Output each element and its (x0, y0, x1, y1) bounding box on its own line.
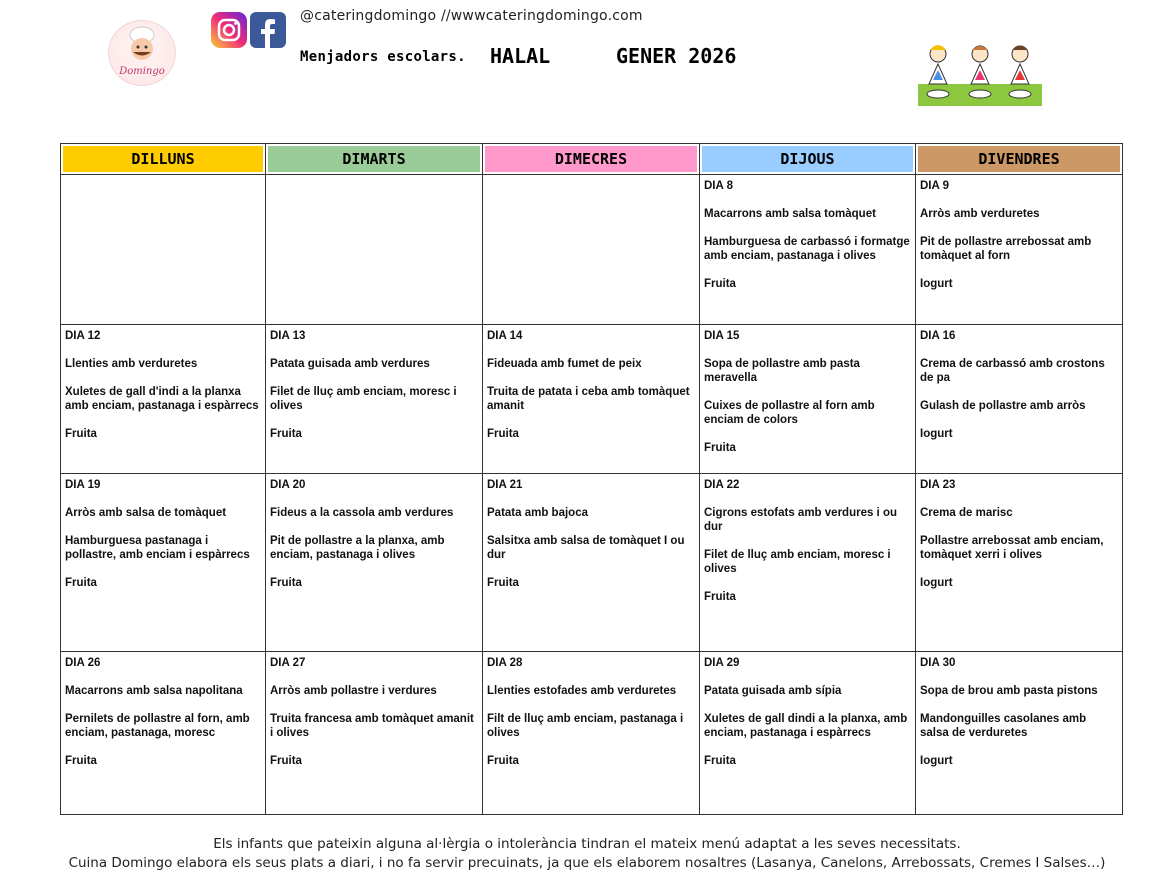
day-number: DIA 15 (704, 330, 740, 342)
dessert: Fruita (704, 755, 736, 767)
second-course: Truita francesa amb tomàquet amanit i olives (270, 713, 474, 739)
day-number: DIA 13 (270, 330, 306, 342)
second-course: Hamburguesa de carbassó i formatge amb enciam, pastanaga i olives (704, 236, 910, 262)
day-number: DIA 30 (920, 657, 956, 669)
dessert: Fruita (487, 428, 519, 440)
second-course: Cuixes de pollastre al forn amb enciam de colors (704, 400, 875, 426)
day-cell (61, 175, 266, 325)
first-course: Fideuada amb fumet de peix (487, 358, 642, 370)
day-number: DIA 19 (65, 479, 101, 491)
first-course: Crema de marisc (920, 507, 1013, 519)
weekday-header-row (61, 144, 1123, 175)
weekday-header: DIMARTS (266, 144, 483, 175)
second-course: Pit de pollastre arrebossat amb tomàquet al forn (920, 236, 1092, 262)
day-number: DIA 14 (487, 330, 523, 342)
day-number: DIA 28 (487, 657, 523, 669)
first-course: Fideus a la cassola amb verdures (270, 507, 454, 519)
second-course: Gulash de pollastre amb arròs (920, 400, 1086, 412)
dessert: Fruita (270, 755, 302, 767)
menu-table (60, 143, 1123, 815)
first-course: Cigrons estofats amb verdures i ou dur (704, 507, 897, 533)
dessert: Fruita (65, 755, 97, 767)
day-cell (61, 325, 266, 474)
second-course: Xuletes de gall d'indi a la planxa amb enciam, pastanaga i espàrrecs (65, 386, 259, 412)
day-number: DIA 21 (487, 479, 523, 491)
weekday-header: DIVENDRES (916, 144, 1123, 175)
second-course: Filt de lluç amb enciam, pastanaga i olives (487, 713, 684, 739)
facebook-icon[interactable] (250, 12, 286, 48)
day-cell (700, 175, 916, 325)
day-number: DIA 23 (920, 479, 956, 491)
dessert: Fruita (270, 428, 302, 440)
second-course: Truita de patata i ceba amb tomàquet amanit (487, 386, 690, 412)
second-course: Filet de lluç amb enciam, moresc i olives (270, 386, 457, 412)
first-course: Arròs amb verduretes (920, 208, 1040, 220)
dessert: Fruita (65, 577, 97, 589)
day-cell (266, 175, 483, 325)
first-course: Arròs amb salsa de tomàquet (65, 507, 227, 519)
chef-logo (108, 20, 176, 86)
weekday-header: DIMECRES (483, 144, 700, 175)
day-number: DIA 12 (65, 330, 101, 342)
day-cell (266, 652, 483, 815)
day-number: DIA 20 (270, 479, 306, 491)
dessert: Iogurt (920, 577, 953, 589)
day-number: DIA 16 (920, 330, 956, 342)
dessert: Fruita (270, 577, 302, 589)
day-cell (700, 652, 916, 815)
first-course: Sopa de pollastre amb pasta meravella (704, 358, 860, 384)
first-course: Llenties estofades amb verduretes (487, 685, 677, 697)
first-course: Patata amb bajoca (487, 507, 588, 519)
dessert: Iogurt (920, 428, 953, 440)
first-course: Macarrons amb salsa napolitana (65, 685, 243, 697)
first-course: Sopa de brou amb pasta pistons (920, 685, 1098, 697)
homemade-note: Cuina Domingo elabora els seus plats a diari, i no fa servir precuinats, ja que els elaborem nosaltres (Lasanya, Canelons, Arrebossats, Cremes I Salses…) (68, 855, 1106, 871)
day-cell (916, 652, 1123, 815)
dessert: Fruita (704, 278, 736, 290)
day-number: DIA 27 (270, 657, 306, 669)
second-course: Filet de lluç amb enciam, moresc i olives (704, 549, 891, 575)
day-cell (916, 175, 1123, 325)
day-cell (700, 474, 916, 652)
second-course: Pernilets de pollastre al forn, amb enciam, pastanaga, moresc (65, 713, 250, 739)
diet-title: HALAL (490, 44, 551, 68)
first-course: Patata guisada amb verdures (270, 358, 430, 370)
day-number: DIA 9 (920, 180, 949, 192)
subtitle: Menjadors escolars. (300, 49, 466, 65)
day-cell (916, 325, 1123, 474)
weekday-header: DILLUNS (61, 144, 266, 175)
day-number: DIA 22 (704, 479, 740, 491)
contact-handle[interactable]: @cateringdomingo //wwwcateringdomingo.com (300, 8, 643, 24)
day-cell (266, 325, 483, 474)
logo-text: Domingo (119, 66, 165, 77)
second-course: Salsitxa amb salsa de tomàquet I ou dur (487, 535, 685, 561)
instagram-icon[interactable] (211, 12, 247, 48)
day-cell (483, 325, 700, 474)
second-course: Pit de pollastre a la planxa, amb enciam, pastanaga i olives (270, 535, 445, 561)
dessert: Fruita (65, 428, 97, 440)
day-cell (266, 474, 483, 652)
day-cell (916, 474, 1123, 652)
day-cell (700, 325, 916, 474)
weekday-header: DIJOUS (700, 144, 916, 175)
allergy-note: Els infants que pateixin alguna al·lèrgia o intolerància tindran el mateix menú adaptat a les seves necessitats. (213, 836, 961, 852)
day-cell (483, 474, 700, 652)
day-cell (61, 474, 266, 652)
dessert: Fruita (487, 755, 519, 767)
week-row (61, 325, 1123, 474)
dessert: Iogurt (920, 278, 953, 290)
second-course: Xuletes de gall dindi a la planxa, amb enciam, pastanaga i espàrrecs (704, 713, 908, 739)
first-course: Llenties amb verduretes (65, 358, 198, 370)
dessert: Fruita (704, 591, 736, 603)
day-number: DIA 29 (704, 657, 740, 669)
dessert: Fruita (487, 577, 519, 589)
first-course: Macarrons amb salsa tomàquet (704, 208, 876, 220)
first-course: Patata guisada amb sípia (704, 685, 842, 697)
kids-eating-illustration (916, 40, 1044, 108)
day-cell (483, 652, 700, 815)
week-row (61, 652, 1123, 815)
dessert: Iogurt (920, 755, 953, 767)
dessert: Fruita (704, 442, 736, 454)
first-course: Arròs amb pollastre i verdures (270, 685, 437, 697)
day-number: DIA 26 (65, 657, 101, 669)
second-course: Pollastre arrebossat amb enciam, tomàquet xerri i olives (920, 535, 1104, 561)
second-course: Mandonguilles casolanes amb salsa de verduretes (920, 713, 1087, 739)
day-cell (61, 652, 266, 815)
week-row (61, 175, 1123, 325)
day-cell (483, 175, 700, 325)
first-course: Crema de carbassó amb crostons de pa (920, 358, 1105, 384)
week-row (61, 474, 1123, 652)
day-number: DIA 8 (704, 180, 733, 192)
second-course: Hamburguesa pastanaga i pollastre, amb enciam i espàrrecs (65, 535, 250, 561)
month-title: GENER 2026 (616, 44, 737, 68)
